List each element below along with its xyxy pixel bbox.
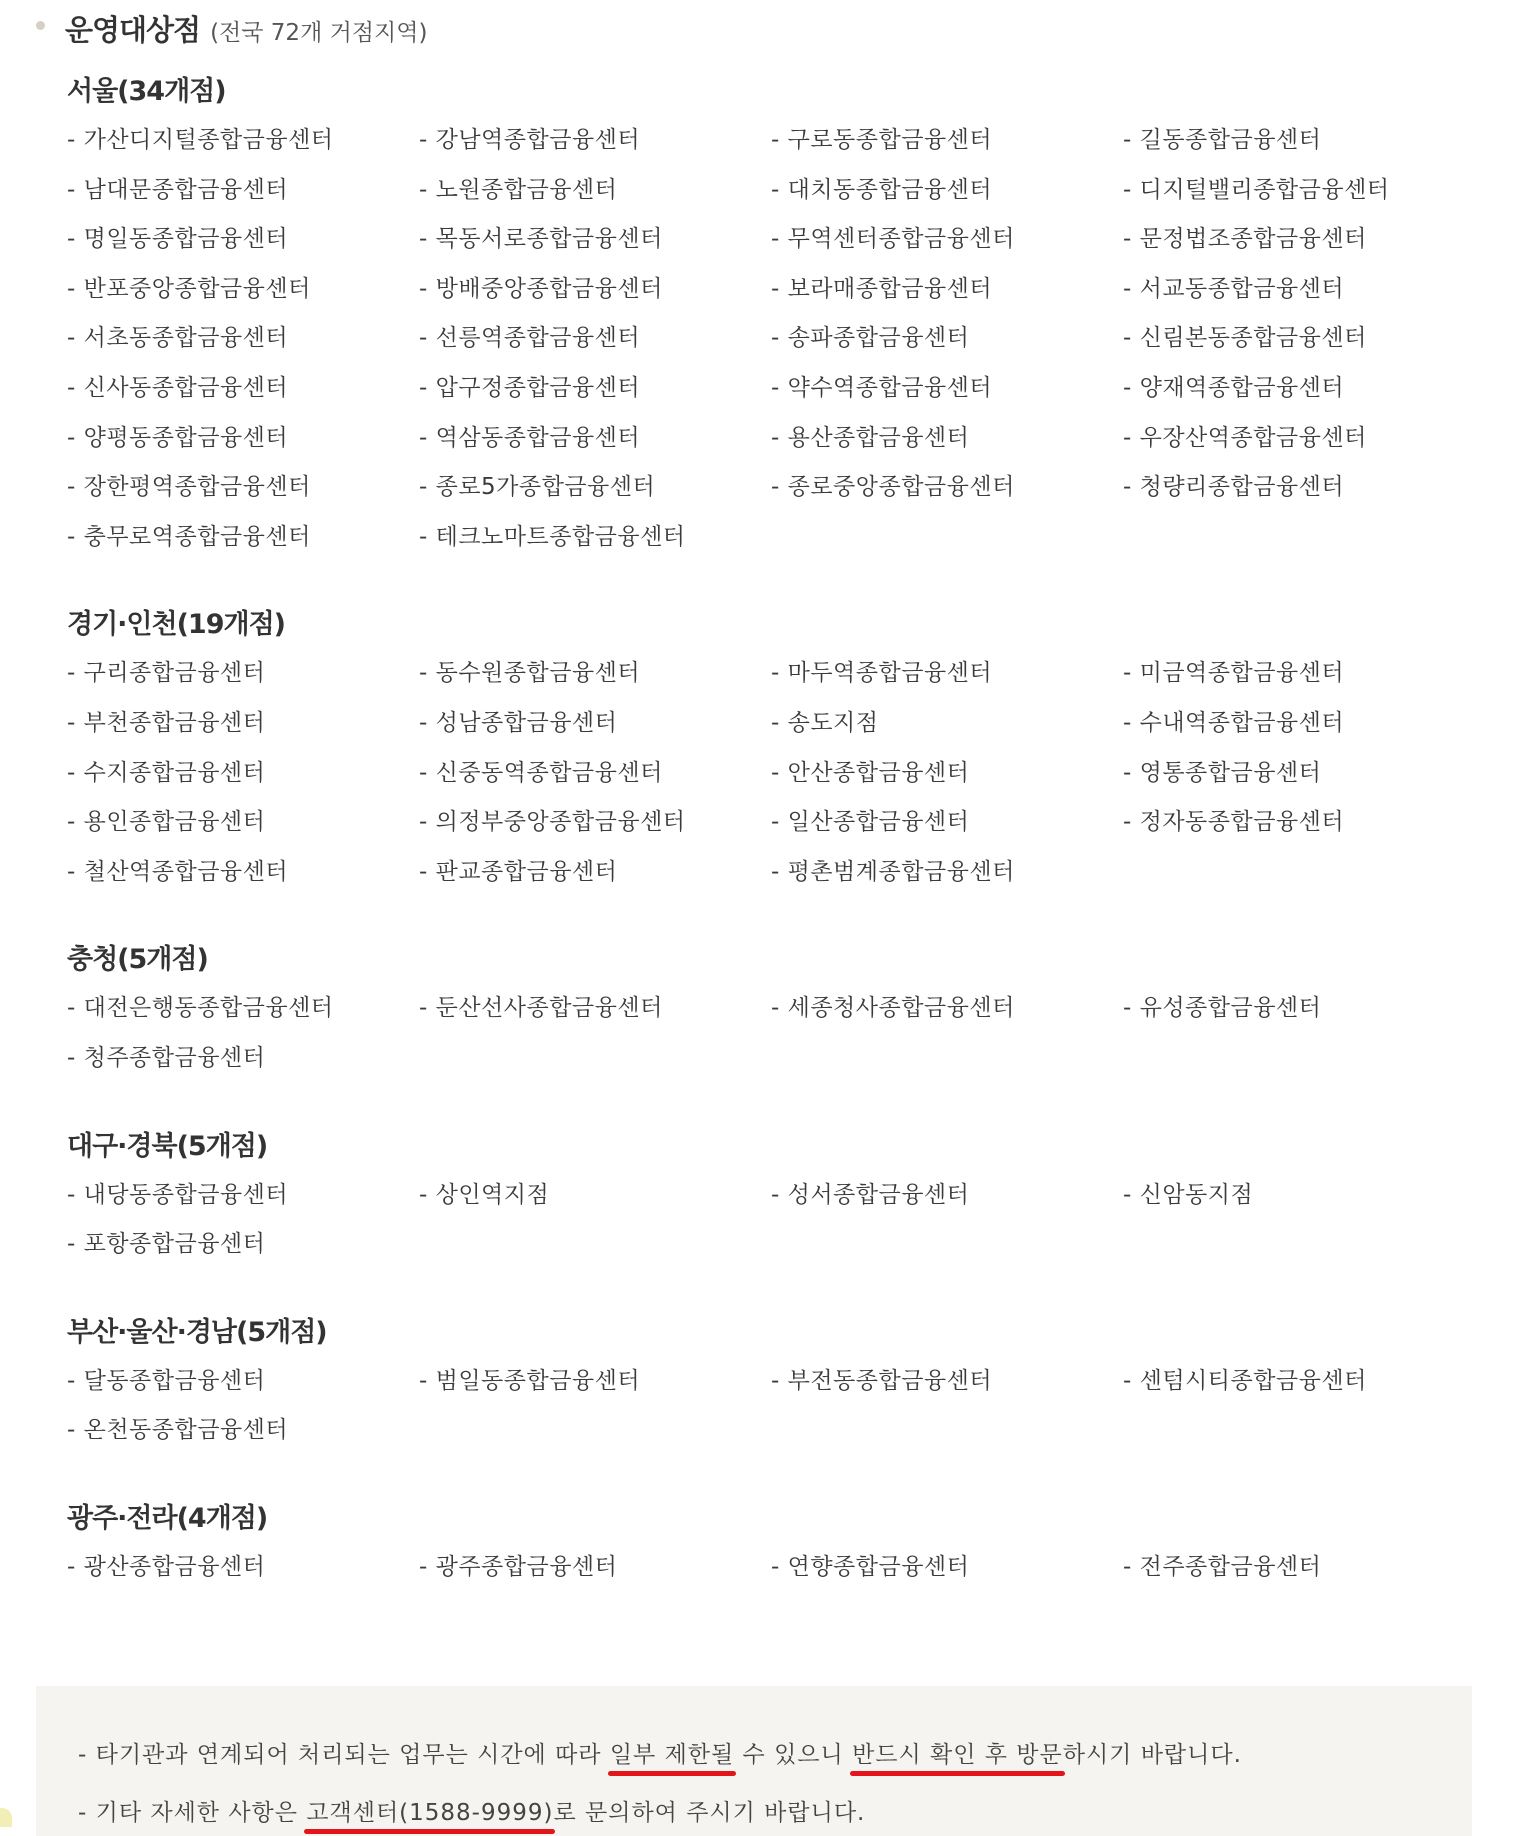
branch-item: - 선릉역종합금융센터 [419,325,641,352]
notice-line-2 [78,1794,865,1827]
branch-item: - 광산종합금융센터 [67,1553,266,1580]
branch-item: - 달동종합금융센터 [67,1367,266,1394]
branch-grid [67,1547,1487,1597]
branch-item: - 온천동종합금융센터 [67,1417,289,1444]
branch-item: - 청주종합금융센터 [67,1044,266,1071]
branch-item: - 상인역지점 [419,1181,550,1208]
branch-grid [67,1361,1487,1460]
branch-item: - 길동종합금융센터 [1123,127,1322,153]
branch-item: - 대전은행동종합금융센터 [67,995,334,1022]
region-title: 경기·인천(19개점) [67,609,286,641]
branch-item: - 센텀시티종합금융센터 [1123,1367,1367,1394]
branch-item: - 약수역종합금융센터 [771,374,993,401]
branch-item: - 신림본동종합금융센터 [1123,325,1367,352]
branch-item: - 둔산선사종합금융센터 [419,995,663,1022]
branch-item: - 판교종합금융센터 [419,858,618,885]
branch-grid [67,1175,1487,1274]
branch-item: - 수지종합금융센터 [67,759,266,786]
branch-item: - 부천종합금융센터 [67,709,266,736]
branch-item: - 충무로역종합금융센터 [67,523,311,550]
branch-item: - 청량리종합금융센터 [1123,474,1345,501]
branch-item: - 테크노마트종합금융센터 [419,523,686,550]
branch-item: - 노원종합금융센터 [419,176,618,203]
branch-item: - 구로동종합금융센터 [771,127,993,153]
branch-item: - 송파종합금융센터 [771,325,970,352]
branch-item: - 구리종합금융센터 [67,660,266,687]
section-title: 운영대상점 [65,13,201,47]
branch-item: - 포항종합금융센터 [67,1231,266,1258]
branch-item: - 세종청사종합금융센터 [771,995,1015,1022]
branch-item: - 내당동종합금융센터 [67,1181,289,1208]
branch-item: - 영통종합금융센터 [1123,759,1322,786]
notice-text: 로 문의하여 주시기 바랍니다. [553,1800,866,1826]
branch-item: - 신암동지점 [1123,1181,1254,1208]
notice-emphasis: 반드시 확인 후 방문 [852,1736,1063,1769]
branch-item: - 압구정종합금융센터 [419,374,641,401]
notice-text: - 기타 자세한 사항은 [78,1800,307,1826]
branch-grid [67,120,1487,566]
notice-line-1 [78,1736,1242,1769]
branch-grid [67,653,1487,901]
branch-item: - 방배중앙종합금융센터 [419,275,663,302]
branch-item: - 역삼동종합금융센터 [419,424,641,451]
branch-item: - 우장산역종합금융센터 [1123,424,1367,451]
branch-item: - 수내역종합금융센터 [1123,709,1345,736]
branch-item: - 무역센터종합금융센터 [771,226,1015,253]
branch-item: - 성남종합금융센터 [419,709,618,736]
branch-item: - 용인종합금융센터 [67,809,266,836]
branch-item: - 동수원종합금융센터 [419,660,641,687]
branch-item: - 문정법조종합금융센터 [1123,226,1367,253]
region-title: 대구·경북(5개점) [67,1130,268,1162]
branch-item: - 서교동종합금융센터 [1123,275,1345,302]
branch-item: - 명일동종합금융센터 [67,226,289,253]
branch-item: - 목동서로종합금융센터 [419,226,663,253]
branch-item: - 송도지점 [771,709,879,736]
branch-item: - 대치동종합금융센터 [771,176,993,203]
branch-item: - 안산종합금융센터 [771,759,970,786]
region-list [67,73,1487,1636]
branch-item: - 광주종합금융센터 [419,1553,618,1580]
branch-item: - 마두역종합금융센터 [771,660,993,687]
branch-item: - 전주종합금융센터 [1123,1553,1322,1580]
branch-item: - 부전동종합금융센터 [771,1367,993,1394]
branch-item: - 미금역종합금융센터 [1123,660,1345,687]
section-header [36,8,427,49]
branch-item: - 연향종합금융센터 [771,1553,970,1580]
branch-item: - 가산디지털종합금융센터 [67,127,334,153]
branch-item: - 성서종합금융센터 [771,1181,970,1208]
notice-text: 하시기 바랍니다. [1062,1742,1242,1768]
region-title: 부산·울산·경남(5개점) [67,1316,327,1348]
branch-item: - 일산종합금융센터 [771,809,970,836]
branch-item: - 유성종합금융센터 [1123,995,1322,1022]
customer-center-phone: 고객센터(1588-9999) [306,1794,553,1827]
branch-item: - 철산역종합금융센터 [67,858,289,885]
branch-item: - 정자동종합금융센터 [1123,809,1345,836]
branch-item: - 양평동종합금융센터 [67,424,289,451]
branch-item: - 반포중앙종합금융센터 [67,275,311,302]
branch-grid [67,988,1487,1087]
branch-item: - 장한평역종합금융센터 [67,474,311,501]
region-title: 광주·전라(4개점) [67,1502,268,1534]
notice-box [36,1686,1472,1836]
branch-item: - 신사동종합금융센터 [67,374,289,401]
region-title: 충청(5개점) [67,944,208,976]
branch-item: - 디지털밸리종합금융센터 [1123,176,1390,203]
branch-item: - 종로5가종합금융센터 [419,474,656,501]
branch-item: - 신중동역종합금융센터 [419,759,663,786]
notice-text: 수 있으니 [734,1742,853,1768]
region-title: 서울(34개점) [67,76,226,107]
branch-item: - 범일동종합금융센터 [419,1367,641,1394]
branch-item: - 서초동종합금융센터 [67,325,289,352]
branch-item: - 의정부중앙종합금융센터 [419,809,686,836]
branch-item: - 강남역종합금융센터 [419,127,641,153]
branch-item: - 종로중앙종합금융센터 [771,474,1015,501]
section-subtitle: (전국 72개 거점지역) [210,20,428,46]
branch-item: - 남대문종합금융센터 [67,176,289,203]
branch-item: - 보라매종합금융센터 [771,275,993,302]
edge-decoration [0,1808,12,1827]
notice-text: - 타기관과 연계되어 처리되는 업무는 시간에 따라 [78,1742,610,1768]
branch-item: - 평촌범계종합금융센터 [771,858,1015,885]
bullet-dot-icon [36,21,45,30]
branch-item: - 양재역종합금융센터 [1123,374,1345,401]
branch-item: - 용산종합금융센터 [771,424,970,451]
notice-emphasis: 일부 제한될 [610,1736,734,1769]
